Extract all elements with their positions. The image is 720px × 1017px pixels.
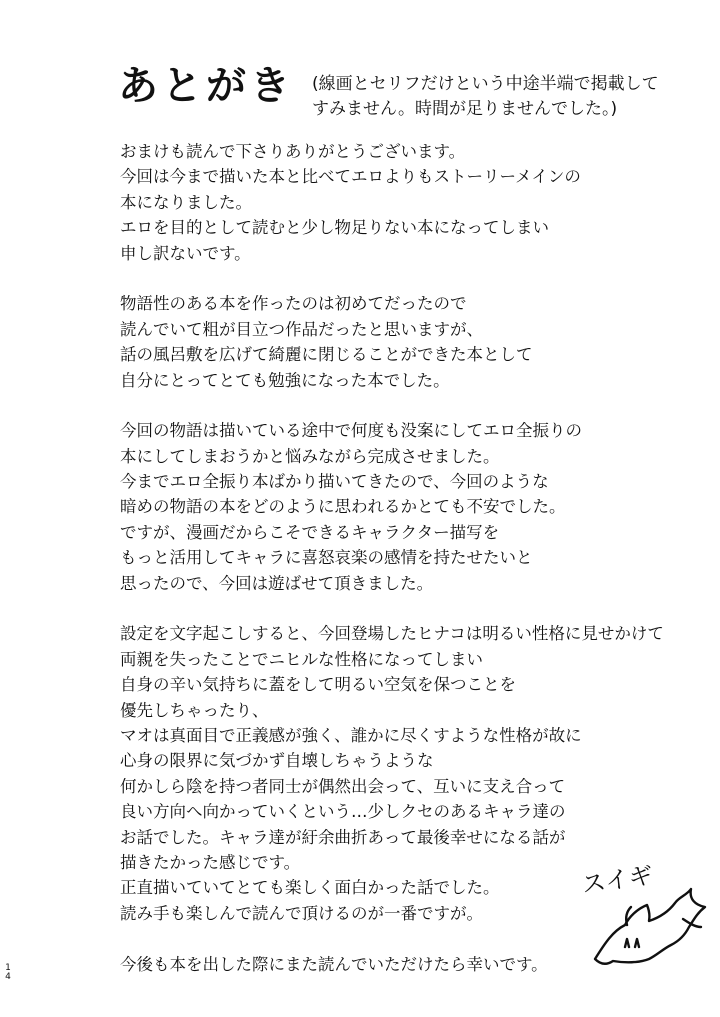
body-line: もっと活用してキャラに喜怒哀楽の感情を持たせたいと <box>120 548 533 568</box>
body-line: 優先しちゃったり、 <box>120 700 269 720</box>
body-line: 読んでいて粗が目立つ作品だったと思いますが、 <box>120 319 483 339</box>
paragraph-break <box>120 393 700 418</box>
body-line: 今回は今まで描いた本と比べてエロよりもストーリーメインの <box>120 167 581 187</box>
body-line: 描きたかった感じです。 <box>120 852 301 872</box>
body-line: お話でした。キャラ達が紆余曲折あって最後幸せになる話が <box>120 827 566 847</box>
signature-text: スイギ <box>579 861 655 899</box>
body-line: 物語性のある本を作ったのは初めてだったので <box>120 294 467 314</box>
body-line: 正直描いていてとても楽しく面白かった話でした。 <box>120 878 500 898</box>
body-line: 自分にとってとても勉強になった本でした。 <box>120 370 450 390</box>
body-line: 暗めの物語の本をどのように思われるかとても不安でした。 <box>120 497 566 517</box>
body-line: 両親を失ったことでニヒルな性格になってしまい <box>120 649 483 669</box>
afterword-body <box>120 139 700 977</box>
page-number: 1 4 <box>5 963 11 982</box>
body-line: 今後も本を出した際にまた読んでいただけたら幸いです。 <box>120 954 548 974</box>
body-line: 自身の辛い気持ちに蓋をして明るい空気を保つことを <box>120 675 516 695</box>
body-line: 心身の限界に気づかず自壊しちゃうような <box>120 751 434 771</box>
body-line: 読み手も楽しんで読んで頂けるのが一番ですが。 <box>120 903 483 923</box>
body-line: 本にしてしまおうかと悩みながら完成させました。 <box>120 446 500 466</box>
body-line: エロを目的として読むと少し物足りない本になってしまい <box>120 218 549 238</box>
body-line: マオは真面目で正義感が強く、誰かに尽くすような性格が故に <box>120 725 582 745</box>
body-line: ですが、漫画だからこそできるキャラクター描写を <box>120 522 500 542</box>
title-note-line: (線画とセリフだけという中途半端で掲載して <box>312 74 659 94</box>
paragraph-break <box>120 596 700 621</box>
body-line: 思ったので、今回は遊ばせて頂きました。 <box>120 573 434 593</box>
body-line: 本になりました。 <box>120 192 252 212</box>
signature-doodle <box>565 855 715 975</box>
body-line: 何かしら陰を持つ者同士が偶然出会って、互いに支え合って <box>120 776 566 796</box>
body-line: おまけも読んで下さりありがとうございます。 <box>120 142 466 161</box>
title-note <box>312 72 659 122</box>
creature-icon <box>595 889 705 964</box>
page-title: あとがき <box>118 63 294 109</box>
paragraph-break <box>120 266 700 291</box>
body-line: 設定を文字起こしすると、今回登場したヒナコは明るい性格に見せかけて <box>120 624 664 644</box>
body-line: 今回の物語は描いている途中で何度も没案にしてエロ全振りの <box>120 421 582 441</box>
title-note-line: すみません。時間が足りませんでした。) <box>312 99 618 119</box>
body-line: 申し訳ないです。 <box>120 243 251 263</box>
body-line: 今までエロ全振り本ばかり描いてきたので、今回のような <box>120 472 549 492</box>
body-line: 良い方向へ向かっていくという…少しクセのあるキャラ達の <box>120 802 566 822</box>
body-line: 話の風呂敷を広げて綺麗に閉じることができた本として <box>120 345 533 365</box>
